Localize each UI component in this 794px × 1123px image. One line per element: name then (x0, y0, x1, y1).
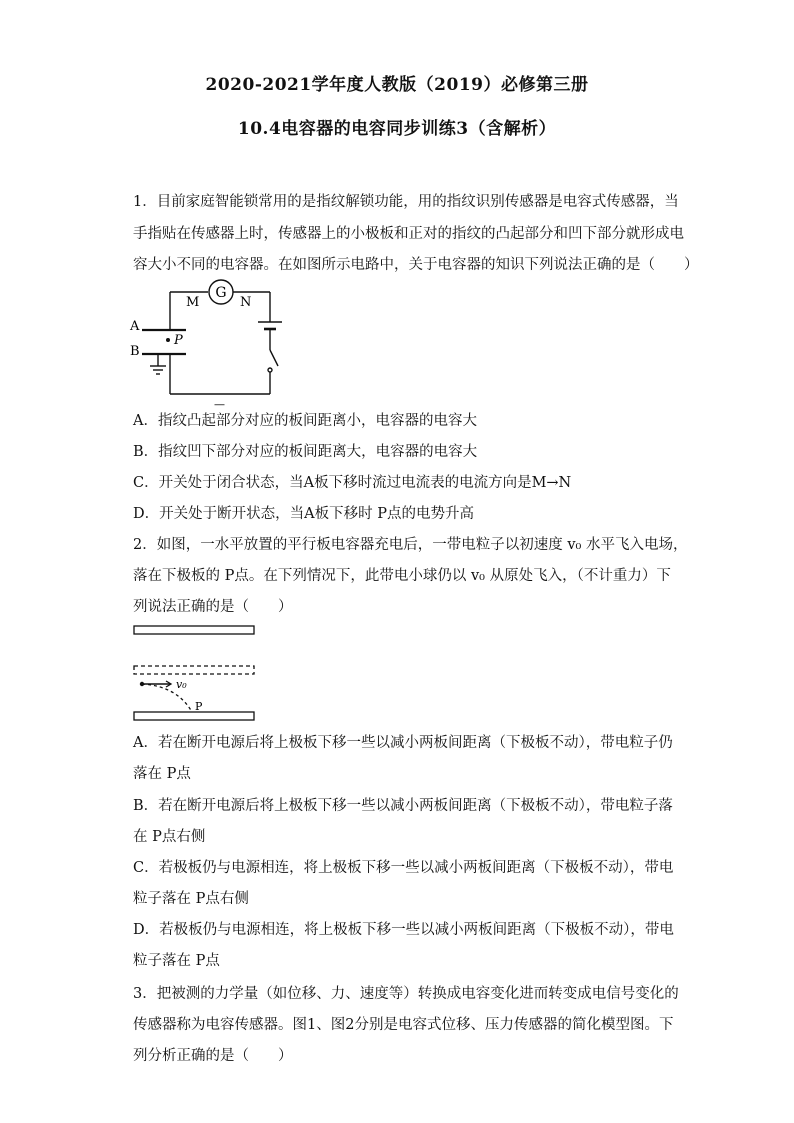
q1-option-d: D．开关处于断开状态，当A板下移时 P点的电势升高 (133, 506, 474, 522)
q1-label-p: P (174, 333, 183, 348)
q2-label-v0: v₀ (176, 678, 187, 691)
q1-label-n: N (240, 295, 252, 310)
q1-circuit-diagram (128, 278, 298, 408)
q2-option-a-line-2: 落在 P点 (133, 766, 191, 782)
q2-label-p: P (195, 700, 203, 713)
q2-option-c-line-2: 粒子落在 P点右侧 (133, 891, 249, 907)
q1-option-a: A．指纹凸起部分对应的板间距离小，电容器的电容大 (133, 413, 477, 429)
q2-option-a-line-1: A．若在断开电源后将上极板下移一些以减小两板间距离（下极板不动），带电粒子仍 (133, 735, 673, 751)
q1-label-m: M (186, 295, 200, 310)
q1-galvanometer-label: G (215, 285, 227, 301)
q2-option-b-line-2: 在 P点右侧 (133, 829, 206, 845)
q2-stem-line-2: 落在下极板的 P点。在下列情况下，此带电小球仍以 v₀ 从原处飞入，（不计重力）下 (133, 568, 671, 584)
q1-stem-line-3: 容大小不同的电容器。在如图所示电路中，关于电容器的知识下列说法正确的是（ ） (133, 257, 699, 273)
q2-option-c-line-1: C．若极板仍与电源相连，将上极板下移一些以减小两板间距离（下极板不动），带电 (133, 860, 674, 876)
q1-stem-line-1: 1．目前家庭智能锁常用的是指纹解锁功能，用的指纹识别传感器是电容式传感器，当 (133, 194, 679, 210)
q2-option-d-line-1: D．若极板仍与电源相连，将上极板下移一些以减小两板间距离（下极板不动），带电 (133, 922, 674, 938)
page-title-line-1: 2020-2021学年度人教版（2019）必修第三册 (205, 75, 589, 95)
q1-option-c: C．开关处于闭合状态，当A板下移时流过电流表的电流方向是M→N (133, 475, 572, 491)
q2-stem-line-3: 列说法正确的是（ ） (133, 599, 293, 615)
q3-stem-line-2: 传感器称为电容传感器。图1、图2分别是电容式位移、压力传感器的简化模型图。下 (133, 1017, 674, 1033)
q3-stem-line-3: 列分析正确的是（ ） (133, 1048, 293, 1064)
q2-option-d-line-2: 粒子落在 P点 (133, 953, 220, 969)
q2-capacitor-diagram (132, 620, 262, 726)
q2-option-b-line-1: B．若在断开电源后将上极板下移一些以减小两板间距离（下极板不动），带电粒子落 (133, 798, 673, 814)
q1-point-p-dot (166, 338, 170, 342)
page-title-line-2: 10.4电容器的电容同步训练3（含解析） (237, 119, 557, 139)
q1-label-bottom: — (214, 398, 225, 408)
q1-option-b: B．指纹凹下部分对应的板间距离大，电容器的电容大 (133, 444, 478, 460)
q1-stem-line-2: 手指贴在传感器上时，传感器上的小极板和正对的指纹的凸起部分和凹下部分就形成电 (133, 226, 684, 242)
q2-stem-line-1: 2．如图，一水平放置的平行板电容器充电后，一带电粒子以初速度 v₀ 水平飞入电场， (133, 537, 688, 553)
q3-stem-line-1: 3．把被测的力学量（如位移、力、速度等）转换成电容变化进而转变成电信号变化的 (133, 986, 679, 1002)
q2-particle-dot (140, 682, 144, 686)
q1-label-a: A (130, 319, 140, 334)
q1-label-b: B (130, 344, 140, 359)
